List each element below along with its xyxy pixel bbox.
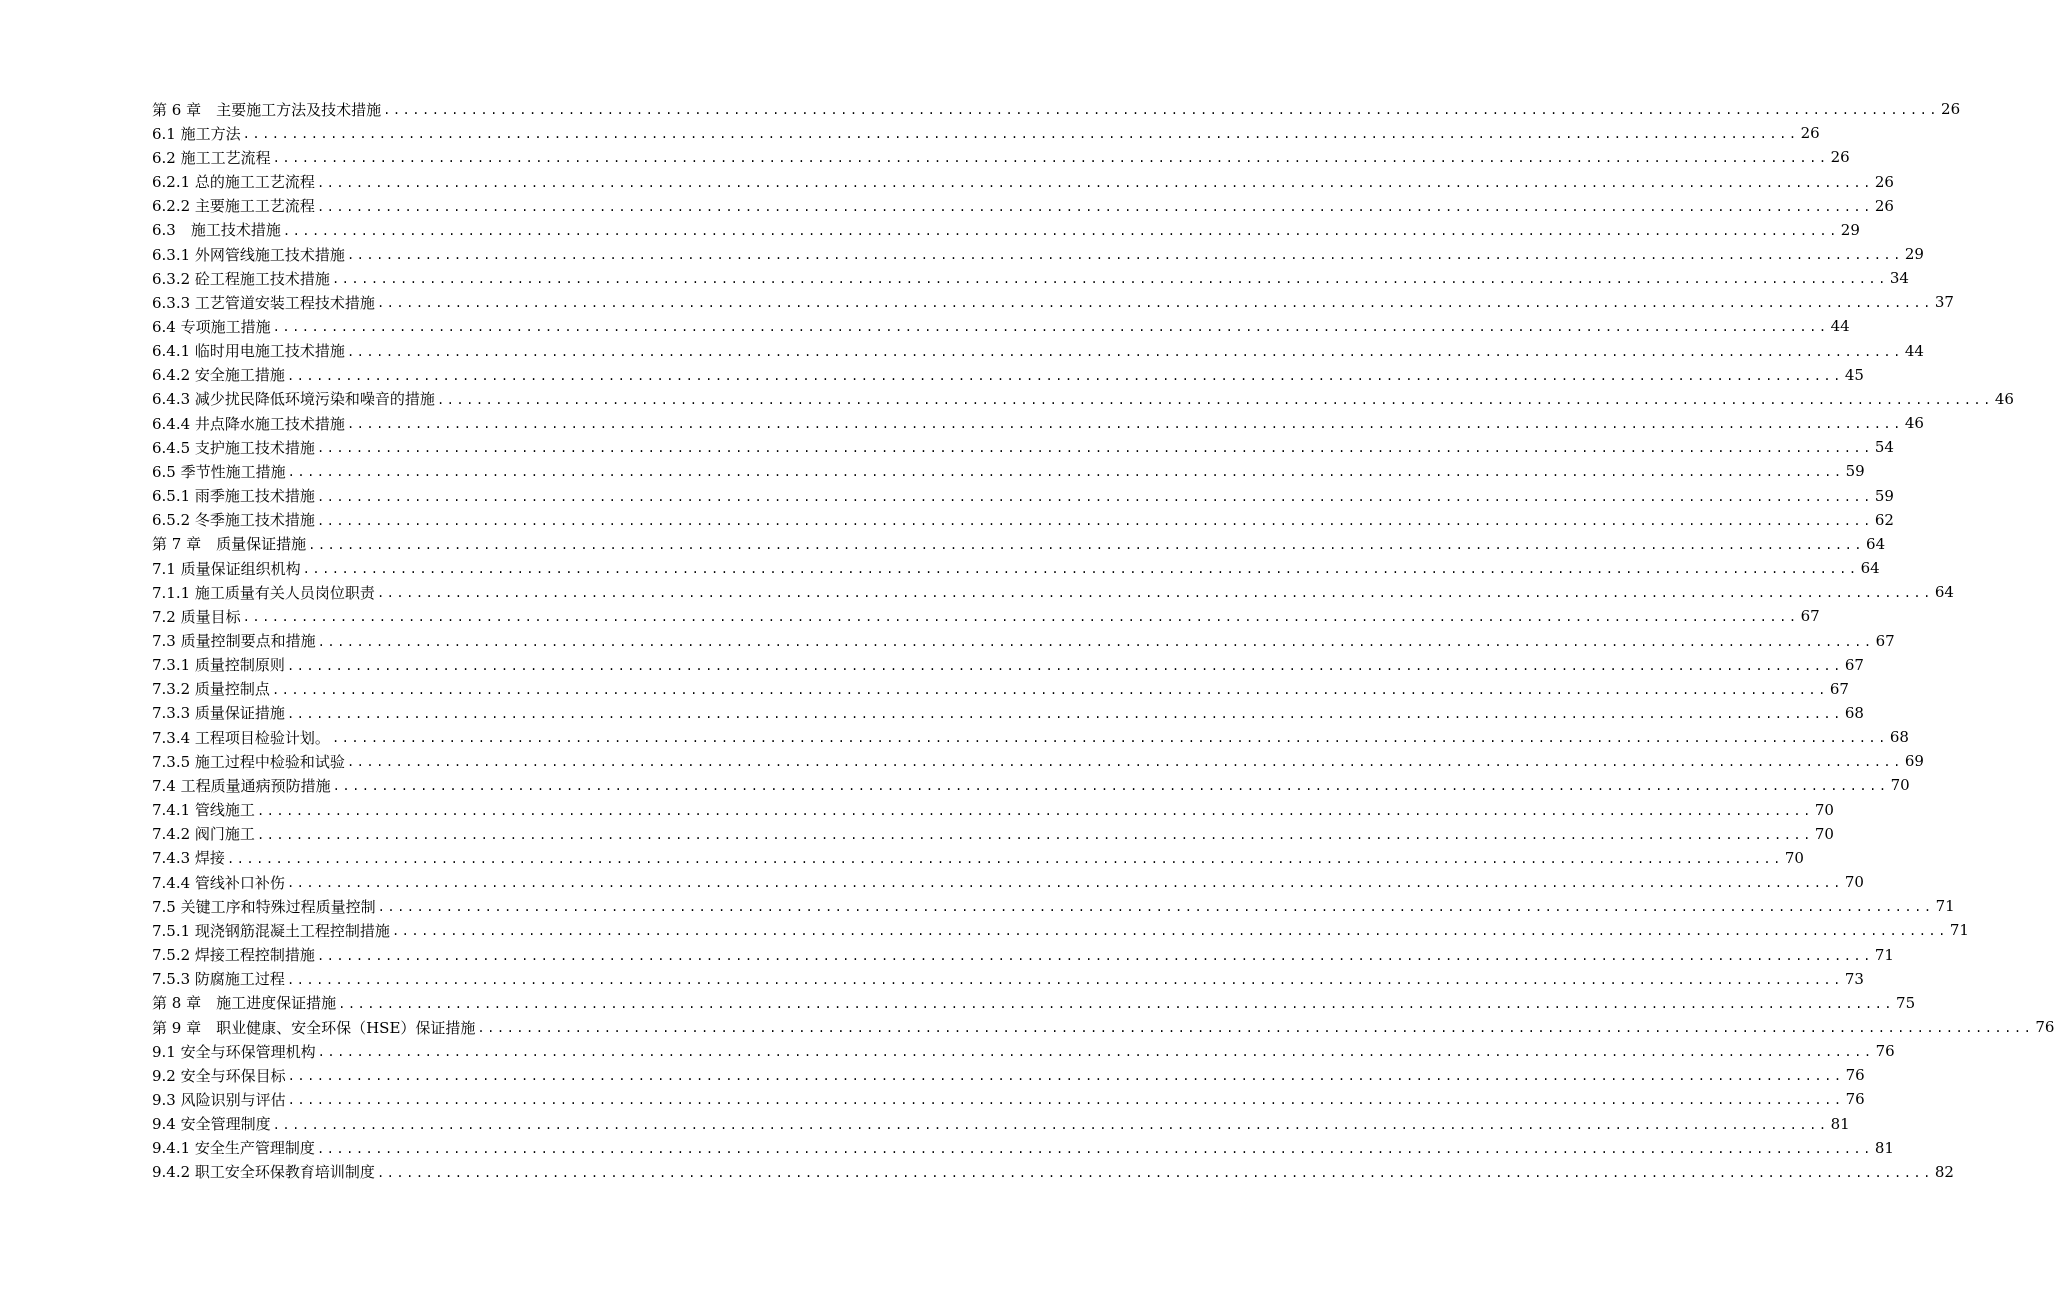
- toc-entry[interactable]: [152, 822, 1834, 846]
- toc-entry[interactable]: [152, 604, 1820, 628]
- toc-entry-title: 9.4.1 安全生产管理制度: [152, 1139, 315, 1158]
- toc-entry[interactable]: [152, 846, 1804, 870]
- toc-entry[interactable]: [152, 290, 1954, 314]
- toc-dot-leader: ................................................................................................................................................................: [346, 755, 1903, 770]
- toc-dot-leader: ................................................................................................................................................................: [242, 127, 1799, 142]
- toc-entry-title: 9.3 风险识别与评估: [152, 1090, 286, 1109]
- toc-dot-leader: ................................................................................................................................................................: [377, 900, 1934, 915]
- toc-entry-page-number: 81: [1874, 1138, 1894, 1157]
- toc-dot-leader: ................................................................................................................................................................: [286, 368, 1843, 383]
- toc-entry[interactable]: [152, 918, 1969, 942]
- toc-entry[interactable]: [152, 773, 1910, 797]
- toc-entry-page-number: 76: [1875, 1042, 1895, 1061]
- toc-entry-page-number: 73: [1844, 969, 1864, 988]
- toc-dot-leader: ................................................................................................................................................................: [316, 175, 1873, 190]
- toc-dot-leader: ................................................................................................................................................................: [272, 320, 1829, 335]
- toc-entry[interactable]: [152, 749, 1924, 773]
- toc-entry-page-number: 76: [1845, 1090, 1865, 1109]
- toc-entry-title: 第 7 章 质量保证措施: [152, 535, 307, 554]
- toc-entry-page-number: 37: [1934, 293, 1954, 312]
- toc-entry[interactable]: [152, 532, 1886, 556]
- toc-entry-page-number: 76: [1845, 1066, 1865, 1085]
- toc-entry-title: 7.4.3 焊接: [152, 849, 225, 868]
- toc-dot-leader: ................................................................................................................................................................: [272, 1117, 1829, 1132]
- toc-entry-page-number: 64: [1934, 583, 1954, 602]
- toc-entry-page-number: 68: [1844, 703, 1864, 722]
- toc-entry-page-number: 29: [1840, 220, 1860, 239]
- toc-entry-title: 7.3 质量控制要点和措施: [152, 632, 316, 651]
- toc-entry[interactable]: [152, 1015, 2054, 1039]
- toc-entry[interactable]: [152, 363, 1864, 387]
- toc-entry[interactable]: [152, 870, 1864, 894]
- toc-dot-leader: ................................................................................................................................................................: [316, 513, 1873, 528]
- toc-entry-title: 7.5 关键工序和特殊过程质量控制: [152, 897, 376, 916]
- toc-dot-leader: ................................................................................................................................................................: [316, 199, 1873, 214]
- toc-entry[interactable]: [152, 725, 1909, 749]
- toc-dot-leader: ................................................................................................................................................................: [376, 586, 1933, 601]
- toc-entry-page-number: 46: [1994, 389, 2014, 408]
- toc-entry-title: 9.2 安全与环保目标: [152, 1066, 286, 1085]
- toc-entry-title: 7.4.4 管线补口补伤: [152, 873, 285, 892]
- toc-entry-page-number: 71: [1949, 921, 1969, 940]
- toc-entry-title: 7.4.2 阀门施工: [152, 825, 255, 844]
- toc-entry-title: 9.4.2 职工安全环保教育培训制度: [152, 1163, 375, 1182]
- toc-dot-leader: ................................................................................................................................................................: [226, 851, 1783, 866]
- toc-entry-page-number: 62: [1874, 510, 1894, 529]
- toc-dot-leader: ................................................................................................................................................................: [271, 682, 1828, 697]
- toc-entry-title: 6.3.3 工艺管道安装工程技术措施: [152, 293, 375, 312]
- toc-dot-leader: ................................................................................................................................................................: [308, 537, 1865, 552]
- toc-entry[interactable]: [152, 339, 1924, 363]
- toc-entry-title: 7.5.2 焊接工程控制措施: [152, 946, 315, 965]
- toc-entry[interactable]: [152, 266, 1909, 290]
- toc-entry-page-number: 59: [1845, 462, 1865, 481]
- toc-entry-title: 6.2.2 主要施工工艺流程: [152, 197, 315, 216]
- toc-entry-page-number: 64: [1860, 559, 1880, 578]
- toc-entry-title: 9.1 安全与环保管理机构: [152, 1042, 316, 1061]
- toc-entry[interactable]: [152, 556, 1880, 580]
- toc-entry-title: 7.1 质量保证组织机构: [152, 559, 301, 578]
- toc-dot-leader: ................................................................................................................................................................: [346, 344, 1903, 359]
- toc-dot-leader: ................................................................................................................................................................: [316, 1141, 1873, 1156]
- toc-entry-title: 7.4.1 管线施工: [152, 801, 255, 820]
- toc-entry-page-number: 44: [1904, 341, 1924, 360]
- toc-dot-leader: ................................................................................................................................................................: [317, 1045, 1874, 1060]
- toc-dot-leader: ................................................................................................................................................................: [376, 296, 1933, 311]
- toc-dot-leader: ................................................................................................................................................................: [391, 924, 1948, 939]
- toc-entry[interactable]: [152, 121, 1820, 145]
- toc-entry-title: 6.3 施工技术措施: [152, 221, 281, 240]
- toc-entry-title: 7.3.4 工程项目检验计划。: [152, 728, 330, 747]
- toc-entry-page-number: 26: [1800, 124, 1820, 143]
- toc-entry[interactable]: [152, 967, 1864, 991]
- toc-entry[interactable]: [152, 798, 1834, 822]
- toc-entry-title: 6.4.4 井点降水施工技术措施: [152, 414, 345, 433]
- toc-dot-leader: ................................................................................................................................................................: [331, 731, 1888, 746]
- toc-entry-title: 7.2 质量目标: [152, 607, 241, 626]
- toc-dot-leader: ................................................................................................................................................................: [477, 1021, 2034, 1036]
- toc-entry[interactable]: [152, 314, 1850, 338]
- toc-entry-title: 6.5.2 冬季施工技术措施: [152, 511, 315, 530]
- toc-entry-page-number: 44: [1830, 317, 1850, 336]
- toc-dot-leader: ................................................................................................................................................................: [331, 272, 1888, 287]
- toc-entry-page-number: 26: [1941, 100, 1961, 119]
- toc-entry-title: 7.3.5 施工过程中检验和试验: [152, 752, 345, 771]
- toc-dot-leader: ................................................................................................................................................................: [286, 972, 1843, 987]
- toc-dot-leader: ................................................................................................................................................................: [317, 634, 1874, 649]
- toc-entry-page-number: 34: [1889, 269, 1909, 288]
- toc-entry-title: 7.5.1 现浇钢筋混凝土工程控制措施: [152, 921, 390, 940]
- toc-dot-leader: ................................................................................................................................................................: [272, 151, 1829, 166]
- toc-entry-page-number: 26: [1830, 148, 1850, 167]
- toc-entry[interactable]: [152, 653, 1864, 677]
- toc-entry[interactable]: [152, 1136, 1894, 1160]
- toc-entry[interactable]: [152, 991, 1916, 1015]
- toc-entry-page-number: 70: [1844, 873, 1864, 892]
- toc-dot-leader: ................................................................................................................................................................: [242, 610, 1799, 625]
- toc-entry[interactable]: [152, 1063, 1865, 1087]
- toc-entry-title: 6.2 施工工艺流程: [152, 148, 271, 167]
- toc-entry-title: 6.4.2 安全施工措施: [152, 366, 285, 385]
- toc-dot-leader: ................................................................................................................................................................: [287, 1069, 1844, 1084]
- toc-entry-title: 6.3.1 外网管线施工技术措施: [152, 245, 345, 264]
- toc-entry-page-number: 68: [1889, 728, 1909, 747]
- toc-entry-page-number: 26: [1874, 196, 1894, 215]
- toc-entry-title: 第 6 章 主要施工方法及技术措施: [152, 100, 382, 119]
- toc-entry-page-number: 54: [1874, 438, 1894, 457]
- toc-entry-page-number: 75: [1896, 993, 1916, 1012]
- toc-entry-page-number: 67: [1844, 655, 1864, 674]
- toc-entry[interactable]: [152, 701, 1864, 725]
- toc-entry[interactable]: [152, 677, 1849, 701]
- toc-entry[interactable]: [152, 1039, 1895, 1063]
- toc-entry-page-number: 71: [1935, 897, 1955, 916]
- toc-dot-leader: ................................................................................................................................................................: [338, 996, 1895, 1011]
- table-of-contents: [152, 97, 2054, 1184]
- toc-entry-title: 7.4 工程质量通病预防措施: [152, 776, 331, 795]
- toc-entry-page-number: 45: [1844, 365, 1864, 384]
- toc-entry[interactable]: [152, 508, 1894, 532]
- toc-entry-page-number: 64: [1866, 534, 1886, 553]
- toc-entry-title: 7.3.2 质量控制点: [152, 680, 270, 699]
- toc-entry-title: 6.2.1 总的施工工艺流程: [152, 173, 315, 192]
- toc-entry-page-number: 70: [1814, 824, 1834, 843]
- toc-entry[interactable]: [152, 484, 1894, 508]
- toc-entry-page-number: 29: [1904, 245, 1924, 264]
- toc-entry-page-number: 46: [1904, 414, 1924, 433]
- toc-dot-leader: ................................................................................................................................................................: [346, 417, 1903, 432]
- toc-dot-leader: ................................................................................................................................................................: [287, 465, 1844, 480]
- toc-entry-title: 6.4 专项施工措施: [152, 317, 271, 336]
- toc-dot-leader: ................................................................................................................................................................: [256, 827, 1813, 842]
- toc-entry[interactable]: [152, 218, 1860, 242]
- toc-entry-page-number: 81: [1830, 1114, 1850, 1133]
- toc-entry[interactable]: [152, 1160, 1954, 1184]
- toc-entry-title: 7.3.1 质量控制原则: [152, 656, 285, 675]
- toc-dot-leader: ................................................................................................................................................................: [286, 706, 1843, 721]
- toc-entry-page-number: 71: [1874, 945, 1894, 964]
- toc-entry[interactable]: [152, 1087, 1865, 1111]
- toc-entry-page-number: 69: [1904, 752, 1924, 771]
- toc-entry[interactable]: [152, 580, 1954, 604]
- toc-entry[interactable]: [152, 1112, 1850, 1136]
- toc-dot-leader: ................................................................................................................................................................: [346, 248, 1903, 263]
- toc-entry-title: 6.4.3 减少扰民降低环境污染和噪音的措施: [152, 390, 435, 409]
- toc-entry-page-number: 70: [1784, 848, 1804, 867]
- toc-dot-leader: ................................................................................................................................................................: [376, 1165, 1933, 1180]
- toc-dot-leader: ................................................................................................................................................................: [332, 779, 1889, 794]
- toc-dot-leader: ................................................................................................................................................................: [286, 876, 1843, 891]
- toc-entry-page-number: 59: [1874, 486, 1894, 505]
- toc-dot-leader: ................................................................................................................................................................: [302, 562, 1859, 577]
- toc-entry-title: 6.1 施工方法: [152, 124, 241, 143]
- toc-dot-leader: ................................................................................................................................................................: [287, 1093, 1844, 1108]
- toc-entry-title: 9.4 安全管理制度: [152, 1115, 271, 1134]
- toc-entry-title: 第 8 章 施工进度保证措施: [152, 994, 337, 1013]
- toc-entry-title: 6.5.1 雨季施工技术措施: [152, 487, 315, 506]
- toc-entry-title: 第 9 章 职业健康、安全环保（HSE）保证措施: [152, 1018, 476, 1037]
- toc-entry[interactable]: [152, 942, 1894, 966]
- toc-entry[interactable]: [152, 97, 1961, 121]
- toc-entry-title: 6.5 季节性施工措施: [152, 462, 286, 481]
- toc-entry[interactable]: [152, 145, 1850, 169]
- toc-entry-page-number: 70: [1890, 776, 1910, 795]
- toc-entry[interactable]: [152, 459, 1865, 483]
- toc-entry[interactable]: [152, 169, 1894, 193]
- toc-entry[interactable]: [152, 242, 1924, 266]
- toc-dot-leader: ................................................................................................................................................................: [316, 441, 1873, 456]
- toc-entry[interactable]: [152, 411, 1924, 435]
- toc-entry-title: 6.3.2 砼工程施工技术措施: [152, 269, 330, 288]
- toc-entry-page-number: 76: [2035, 1018, 2054, 1037]
- toc-dot-leader: ................................................................................................................................................................: [282, 223, 1839, 238]
- toc-entry-page-number: 67: [1829, 679, 1849, 698]
- toc-entry[interactable]: [152, 435, 1894, 459]
- toc-dot-leader: ................................................................................................................................................................: [316, 489, 1873, 504]
- toc-entry-title: 7.5.3 防腐施工过程: [152, 970, 285, 989]
- toc-entry-title: 7.3.3 质量保证措施: [152, 704, 285, 723]
- toc-entry[interactable]: [152, 387, 2014, 411]
- toc-dot-leader: ................................................................................................................................................................: [436, 392, 1993, 407]
- toc-dot-leader: ................................................................................................................................................................: [316, 948, 1873, 963]
- toc-entry[interactable]: [152, 194, 1894, 218]
- toc-entry[interactable]: [152, 894, 1955, 918]
- toc-entry[interactable]: [152, 628, 1895, 652]
- toc-entry-page-number: 82: [1934, 1162, 1954, 1181]
- toc-entry-page-number: 70: [1814, 800, 1834, 819]
- toc-dot-leader: ................................................................................................................................................................: [286, 658, 1843, 673]
- toc-entry-title: 7.1.1 施工质量有关人员岗位职责: [152, 583, 375, 602]
- toc-entry-page-number: 26: [1874, 172, 1894, 191]
- toc-entry-title: 6.4.5 支护施工技术措施: [152, 438, 315, 457]
- toc-dot-leader: ................................................................................................................................................................: [383, 103, 1940, 118]
- toc-dot-leader: ................................................................................................................................................................: [256, 803, 1813, 818]
- toc-entry-title: 6.4.1 临时用电施工技术措施: [152, 342, 345, 361]
- toc-entry-page-number: 67: [1800, 607, 1820, 626]
- toc-entry-page-number: 67: [1875, 631, 1895, 650]
